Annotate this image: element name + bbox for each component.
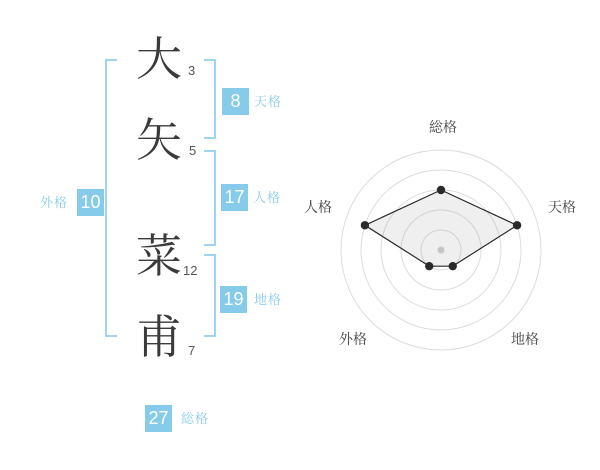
gaikaku-label: 外格 bbox=[40, 195, 69, 210]
stroke-count-4: 7 bbox=[188, 343, 196, 358]
radar-axis-label-soukaku: 総格 bbox=[429, 119, 457, 135]
stroke-count-3: 12 bbox=[183, 263, 198, 278]
jinkaku-label: 人格 bbox=[253, 190, 282, 205]
tenkaku-value-box: 8 bbox=[222, 88, 249, 115]
gaikaku-value-box: 10 bbox=[77, 189, 104, 216]
tenkaku-bracket bbox=[204, 59, 216, 139]
name-character-1: 大 bbox=[136, 33, 182, 85]
jinkaku-value-box: 17 bbox=[221, 184, 248, 211]
radar-axis-label-chikaku: 地格 bbox=[511, 331, 539, 347]
radar-data-point bbox=[437, 186, 445, 194]
stroke-count-2: 5 bbox=[189, 143, 197, 158]
soukaku-value-box: 27 bbox=[145, 405, 172, 432]
chikaku-value-box: 19 bbox=[220, 286, 247, 313]
radar-center-dot bbox=[438, 247, 445, 254]
tenkaku-label: 天格 bbox=[254, 94, 283, 109]
jinkaku-bracket bbox=[204, 150, 216, 246]
name-character-4: 甫 bbox=[136, 311, 182, 363]
chikaku-label: 地格 bbox=[254, 292, 283, 307]
radar-data-point bbox=[513, 221, 521, 229]
name-character-2: 矢 bbox=[136, 114, 182, 166]
radar-data-point bbox=[449, 262, 457, 270]
radar-axis-label-tenkaku: 天格 bbox=[548, 199, 576, 215]
radar-data-polygon bbox=[365, 190, 517, 266]
radar-axis-label-gaikaku: 外格 bbox=[339, 331, 367, 347]
radar-axis-label-jinkaku: 人格 bbox=[304, 199, 332, 215]
chikaku-bracket bbox=[204, 254, 216, 337]
soukaku-label: 総格 bbox=[181, 411, 210, 426]
gaikaku-bracket bbox=[105, 59, 117, 337]
name-character-3: 菜 bbox=[136, 230, 182, 282]
fortune-radar-chart bbox=[306, 105, 596, 395]
stroke-count-1: 3 bbox=[188, 63, 196, 78]
radar-data-point bbox=[361, 221, 369, 229]
radar-data-point bbox=[425, 262, 433, 270]
